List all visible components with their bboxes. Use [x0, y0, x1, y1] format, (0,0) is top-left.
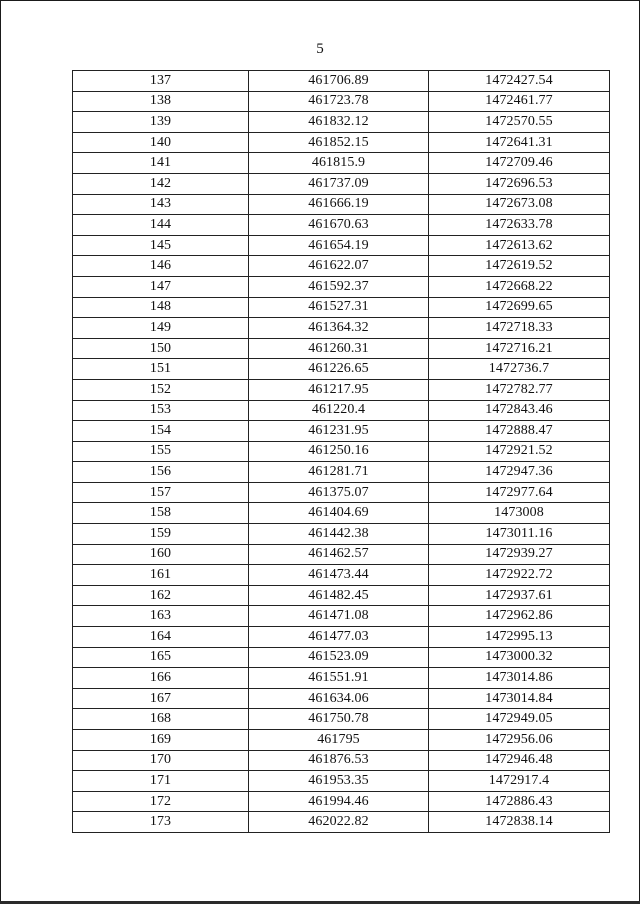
x-coordinate-cell: 461876.53	[249, 750, 429, 771]
y-coordinate-cell: 1472427.54	[429, 71, 610, 92]
x-coordinate-cell: 461592.37	[249, 276, 429, 297]
x-coordinate-cell: 462022.82	[249, 812, 429, 833]
y-coordinate-cell: 1473008	[429, 503, 610, 524]
point-number-cell: 153	[73, 400, 249, 421]
x-coordinate-cell: 461217.95	[249, 379, 429, 400]
point-number-cell: 150	[73, 338, 249, 359]
point-number-cell: 159	[73, 524, 249, 545]
page-number: 5	[316, 41, 324, 57]
table-row	[73, 462, 610, 483]
y-coordinate-cell: 1472619.52	[429, 256, 610, 277]
point-number-cell: 145	[73, 235, 249, 256]
table-row	[73, 235, 610, 256]
y-coordinate-cell: 1472917.4	[429, 771, 610, 792]
x-coordinate-cell: 461523.09	[249, 647, 429, 668]
table-row	[73, 585, 610, 606]
x-coordinate-cell: 461795	[249, 730, 429, 751]
point-number-cell: 137	[73, 71, 249, 92]
table-row	[73, 565, 610, 586]
y-coordinate-cell: 1472886.43	[429, 791, 610, 812]
y-coordinate-cell: 1472947.36	[429, 462, 610, 483]
x-coordinate-cell: 461250.16	[249, 441, 429, 462]
y-coordinate-cell: 1473000.32	[429, 647, 610, 668]
point-number-cell: 143	[73, 194, 249, 215]
table-row	[73, 421, 610, 442]
point-number-cell: 168	[73, 709, 249, 730]
point-number-cell: 167	[73, 688, 249, 709]
y-coordinate-cell: 1472696.53	[429, 173, 610, 194]
x-coordinate-cell: 461994.46	[249, 791, 429, 812]
x-coordinate-cell: 461375.07	[249, 482, 429, 503]
x-coordinate-cell: 461551.91	[249, 668, 429, 689]
x-coordinate-cell: 461404.69	[249, 503, 429, 524]
table-row	[73, 318, 610, 339]
y-coordinate-cell: 1472995.13	[429, 627, 610, 648]
table-row	[73, 215, 610, 236]
y-coordinate-cell: 1472962.86	[429, 606, 610, 627]
table-row	[73, 379, 610, 400]
table-row	[73, 668, 610, 689]
y-coordinate-cell: 1472718.33	[429, 318, 610, 339]
y-coordinate-cell: 1472613.62	[429, 235, 610, 256]
y-coordinate-cell: 1472922.72	[429, 565, 610, 586]
x-coordinate-cell: 461231.95	[249, 421, 429, 442]
table-row	[73, 112, 610, 133]
point-number-cell: 173	[73, 812, 249, 833]
y-coordinate-cell: 1472641.31	[429, 132, 610, 153]
point-number-cell: 161	[73, 565, 249, 586]
table-row	[73, 153, 610, 174]
x-coordinate-cell: 461226.65	[249, 359, 429, 380]
point-number-cell: 166	[73, 668, 249, 689]
x-coordinate-cell: 461634.06	[249, 688, 429, 709]
y-coordinate-cell: 1472888.47	[429, 421, 610, 442]
point-number-cell: 152	[73, 379, 249, 400]
point-number-cell: 138	[73, 91, 249, 112]
table-row	[73, 441, 610, 462]
y-coordinate-cell: 1472921.52	[429, 441, 610, 462]
point-number-cell: 162	[73, 585, 249, 606]
x-coordinate-cell: 461482.45	[249, 585, 429, 606]
x-coordinate-cell: 461477.03	[249, 627, 429, 648]
x-coordinate-cell: 461220.4	[249, 400, 429, 421]
y-coordinate-cell: 1472673.08	[429, 194, 610, 215]
point-number-cell: 139	[73, 112, 249, 133]
table-row	[73, 544, 610, 565]
y-coordinate-cell: 1472843.46	[429, 400, 610, 421]
point-number-cell: 147	[73, 276, 249, 297]
point-number-cell: 163	[73, 606, 249, 627]
y-coordinate-cell: 1473014.84	[429, 688, 610, 709]
point-number-cell: 169	[73, 730, 249, 751]
x-coordinate-cell: 461750.78	[249, 709, 429, 730]
x-coordinate-cell: 461473.44	[249, 565, 429, 586]
table-row	[73, 256, 610, 277]
table-row	[73, 791, 610, 812]
table-row	[73, 91, 610, 112]
table-row	[73, 173, 610, 194]
table-row	[73, 771, 610, 792]
x-coordinate-cell: 461706.89	[249, 71, 429, 92]
table-row	[73, 688, 610, 709]
table-row	[73, 627, 610, 648]
point-number-cell: 158	[73, 503, 249, 524]
table-row	[73, 606, 610, 627]
y-coordinate-cell: 1472782.77	[429, 379, 610, 400]
y-coordinate-cell: 1472838.14	[429, 812, 610, 833]
y-coordinate-cell: 1472977.64	[429, 482, 610, 503]
table-row	[73, 359, 610, 380]
table-row	[73, 709, 610, 730]
y-coordinate-cell: 1472949.05	[429, 709, 610, 730]
point-number-cell: 154	[73, 421, 249, 442]
x-coordinate-cell: 461527.31	[249, 297, 429, 318]
table-row	[73, 647, 610, 668]
y-coordinate-cell: 1473014.86	[429, 668, 610, 689]
table-row	[73, 194, 610, 215]
point-number-cell: 149	[73, 318, 249, 339]
table-row	[73, 730, 610, 751]
y-coordinate-cell: 1472570.55	[429, 112, 610, 133]
y-coordinate-cell: 1472937.61	[429, 585, 610, 606]
point-number-cell: 164	[73, 627, 249, 648]
y-coordinate-cell: 1472939.27	[429, 544, 610, 565]
x-coordinate-cell: 461281.71	[249, 462, 429, 483]
x-coordinate-cell: 461815.9	[249, 153, 429, 174]
y-coordinate-cell: 1472461.77	[429, 91, 610, 112]
point-number-cell: 171	[73, 771, 249, 792]
point-number-cell: 172	[73, 791, 249, 812]
x-coordinate-cell: 461260.31	[249, 338, 429, 359]
table-row	[73, 338, 610, 359]
x-coordinate-cell: 461364.32	[249, 318, 429, 339]
point-number-cell: 148	[73, 297, 249, 318]
x-coordinate-cell: 461852.15	[249, 132, 429, 153]
table-row	[73, 132, 610, 153]
point-number-cell: 165	[73, 647, 249, 668]
point-number-cell: 140	[73, 132, 249, 153]
x-coordinate-cell: 461666.19	[249, 194, 429, 215]
point-number-cell: 170	[73, 750, 249, 771]
x-coordinate-cell: 461737.09	[249, 173, 429, 194]
table-row	[73, 524, 610, 545]
table-row	[73, 297, 610, 318]
point-number-cell: 155	[73, 441, 249, 462]
table-row	[73, 812, 610, 833]
x-coordinate-cell: 461654.19	[249, 235, 429, 256]
point-number-cell: 141	[73, 153, 249, 174]
y-coordinate-cell: 1473011.16	[429, 524, 610, 545]
x-coordinate-cell: 461670.63	[249, 215, 429, 236]
y-coordinate-cell: 1472699.65	[429, 297, 610, 318]
x-coordinate-cell: 461723.78	[249, 91, 429, 112]
y-coordinate-cell: 1472716.21	[429, 338, 610, 359]
point-number-cell: 144	[73, 215, 249, 236]
x-coordinate-cell: 461471.08	[249, 606, 429, 627]
point-number-cell: 146	[73, 256, 249, 277]
point-number-cell: 157	[73, 482, 249, 503]
coordinate-table	[72, 70, 610, 833]
table-row	[73, 750, 610, 771]
x-coordinate-cell: 461462.57	[249, 544, 429, 565]
x-coordinate-cell: 461953.35	[249, 771, 429, 792]
point-number-cell: 156	[73, 462, 249, 483]
table-row	[73, 276, 610, 297]
point-number-cell: 151	[73, 359, 249, 380]
point-number-cell: 160	[73, 544, 249, 565]
x-coordinate-cell: 461622.07	[249, 256, 429, 277]
point-number-cell: 142	[73, 173, 249, 194]
y-coordinate-cell: 1472668.22	[429, 276, 610, 297]
table-row	[73, 71, 610, 92]
y-coordinate-cell: 1472633.78	[429, 215, 610, 236]
x-coordinate-cell: 461832.12	[249, 112, 429, 133]
y-coordinate-cell: 1472736.7	[429, 359, 610, 380]
y-coordinate-cell: 1472709.46	[429, 153, 610, 174]
table-row	[73, 400, 610, 421]
table-row	[73, 482, 610, 503]
y-coordinate-cell: 1472956.06	[429, 730, 610, 751]
table-body	[73, 71, 610, 833]
x-coordinate-cell: 461442.38	[249, 524, 429, 545]
y-coordinate-cell: 1472946.48	[429, 750, 610, 771]
table-row	[73, 503, 610, 524]
